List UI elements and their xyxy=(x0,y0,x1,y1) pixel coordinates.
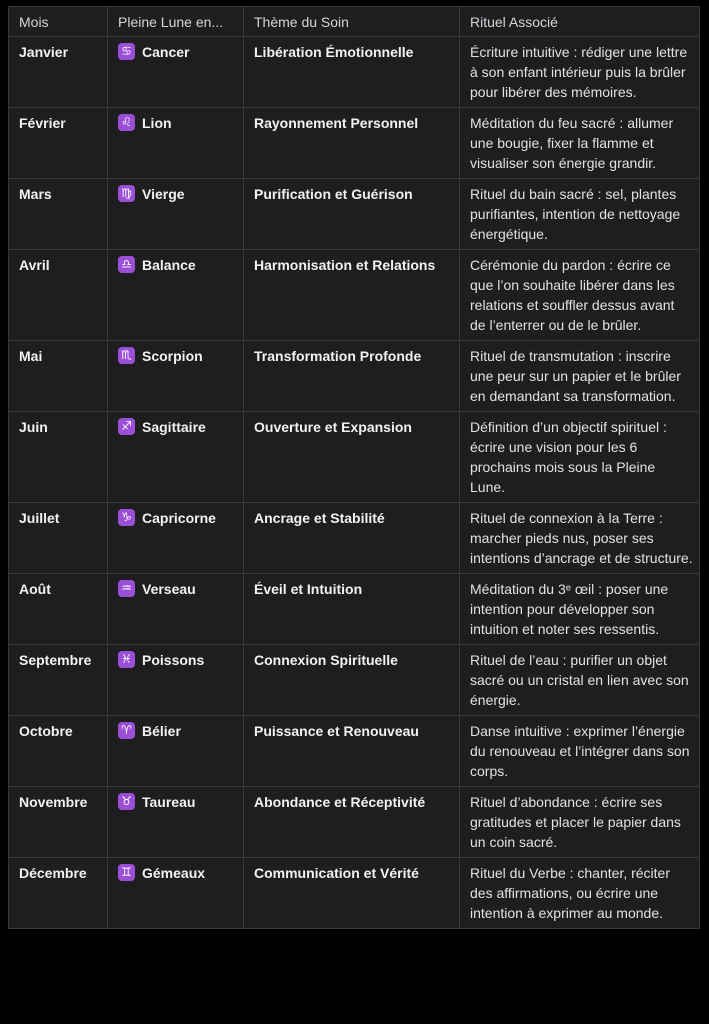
ritual-text: Rituel de transmutation : inscrire une peur sur un papier et le brûler en demandant sa transformation. xyxy=(470,348,681,404)
cell-signe xyxy=(108,787,244,858)
cell-theme xyxy=(244,412,460,503)
theme-label: Communication et Vérité xyxy=(254,865,419,881)
table-row xyxy=(9,645,700,716)
cell-mois xyxy=(9,412,108,503)
cell-theme xyxy=(244,716,460,787)
ritual-text: Rituel du Verbe : chanter, réciter des affirmations, ou écrire une intention à exprimer au monde. xyxy=(470,865,670,921)
header-rituel[interactable]: Rituel Associé xyxy=(460,7,700,37)
cell-signe xyxy=(108,341,244,412)
theme-label: Éveil et Intuition xyxy=(254,581,363,597)
month-label: Janvier xyxy=(19,44,69,60)
header-mois[interactable]: Mois xyxy=(9,7,108,37)
zodiac-sign-icon: ♐ xyxy=(118,418,135,435)
theme-label: Ancrage et Stabilité xyxy=(254,510,385,526)
header-row xyxy=(9,7,700,37)
sign-label: Sagittaire xyxy=(142,419,206,435)
cell-mois xyxy=(9,787,108,858)
table-row xyxy=(9,250,700,341)
ritual-text: Rituel du bain sacré : sel, plantes purifiantes, intention de nettoyage énergétique. xyxy=(470,186,681,242)
sign-label: Gémeaux xyxy=(142,865,206,881)
zodiac-sign-icon: ♒ xyxy=(118,580,135,597)
cell-signe xyxy=(108,858,244,929)
zodiac-sign-icon: ♓ xyxy=(118,651,135,668)
zodiac-sign-icon: ♈ xyxy=(118,722,135,739)
cell-signe xyxy=(108,503,244,574)
table-row xyxy=(9,179,700,250)
theme-label: Purification et Guérison xyxy=(254,186,413,202)
month-label: Juin xyxy=(19,419,48,435)
cell-theme xyxy=(244,179,460,250)
theme-label: Puissance et Renouveau xyxy=(254,723,419,739)
ritual-text: Méditation du 3ᵉ œil : poser une intention pour développer son intuition et noter ses ressentis. xyxy=(470,581,669,637)
table-row xyxy=(9,108,700,179)
ritual-text: Danse intuitive : exprimer l’énergie du renouveau et l’intégrer dans son corps. xyxy=(470,723,690,779)
theme-label: Libération Émotionnelle xyxy=(254,44,414,60)
month-label: Septembre xyxy=(19,652,92,668)
table-row xyxy=(9,37,700,108)
cell-mois xyxy=(9,645,108,716)
cell-signe xyxy=(108,37,244,108)
table-row xyxy=(9,574,700,645)
cell-rituel xyxy=(460,716,700,787)
cell-theme xyxy=(244,787,460,858)
table-row xyxy=(9,787,700,858)
ritual-text: Écriture intuitive : rédiger une lettre à son enfant intérieur puis la brûler pour libérer des mémoires. xyxy=(470,44,688,100)
cell-theme xyxy=(244,574,460,645)
zodiac-sign-icon: ♑ xyxy=(118,509,135,526)
cell-mois xyxy=(9,858,108,929)
month-label: Novembre xyxy=(19,794,88,810)
theme-label: Rayonnement Personnel xyxy=(254,115,419,131)
sign-label: Capricorne xyxy=(142,510,216,526)
ritual-text: Rituel d’abondance : écrire ses gratitudes et placer le papier dans un coin sacré. xyxy=(470,794,681,850)
cell-mois xyxy=(9,574,108,645)
ritual-text: Rituel de l’eau : purifier un objet sacré ou un cristal en lien avec son énergie. xyxy=(470,652,689,708)
sign-label: Scorpion xyxy=(142,348,203,364)
month-label: Mai xyxy=(19,348,43,364)
header-pleine-lune[interactable]: Pleine Lune en... xyxy=(108,7,244,37)
table-header xyxy=(9,7,700,37)
zodiac-sign-icon: ♊ xyxy=(118,864,135,881)
table-row xyxy=(9,858,700,929)
sign-label: Taureau xyxy=(142,794,196,810)
cell-rituel xyxy=(460,412,700,503)
table-row xyxy=(9,341,700,412)
cell-theme xyxy=(244,503,460,574)
cell-signe xyxy=(108,179,244,250)
sign-label: Vierge xyxy=(142,186,185,202)
cell-mois xyxy=(9,108,108,179)
cell-rituel xyxy=(460,108,700,179)
sign-label: Balance xyxy=(142,257,196,273)
cell-mois xyxy=(9,179,108,250)
sign-label: Bélier xyxy=(142,723,181,739)
month-label: Juillet xyxy=(19,510,60,526)
cell-rituel xyxy=(460,250,700,341)
sign-label: Poissons xyxy=(142,652,205,668)
cell-mois xyxy=(9,37,108,108)
cell-rituel xyxy=(460,574,700,645)
cell-signe xyxy=(108,412,244,503)
cell-theme xyxy=(244,645,460,716)
cell-signe xyxy=(108,250,244,341)
cell-rituel xyxy=(460,787,700,858)
cell-rituel xyxy=(460,37,700,108)
month-label: Décembre xyxy=(19,865,87,881)
cell-rituel xyxy=(460,858,700,929)
zodiac-sign-icon: ♉ xyxy=(118,793,135,810)
zodiac-sign-icon: ♎ xyxy=(118,256,135,273)
month-label: Mars xyxy=(19,186,52,202)
theme-label: Abondance et Réceptivité xyxy=(254,794,426,810)
ritual-text: Méditation du feu sacré : allumer une bougie, fixer la flamme et visualiser son énergie grandir. xyxy=(470,115,674,171)
table-row xyxy=(9,412,700,503)
cell-rituel xyxy=(460,645,700,716)
month-label: Octobre xyxy=(19,723,73,739)
cell-rituel xyxy=(460,341,700,412)
table-row xyxy=(9,503,700,574)
cell-theme xyxy=(244,37,460,108)
theme-label: Transformation Profonde xyxy=(254,348,422,364)
cell-theme xyxy=(244,858,460,929)
cell-theme xyxy=(244,341,460,412)
zodiac-sign-icon: ♍ xyxy=(118,185,135,202)
cell-signe xyxy=(108,645,244,716)
header-theme[interactable]: Thème du Soin xyxy=(244,7,460,37)
sign-label: Cancer xyxy=(142,44,190,60)
cell-signe xyxy=(108,716,244,787)
cell-signe xyxy=(108,108,244,179)
cell-mois xyxy=(9,716,108,787)
ritual-text: Définition d’un objectif spirituel : écrire une vision pour les 6 prochains mois sous la Pleine Lune. xyxy=(470,419,667,495)
cell-theme xyxy=(244,108,460,179)
month-label: Août xyxy=(19,581,51,597)
table-body xyxy=(9,37,700,929)
sign-label: Verseau xyxy=(142,581,196,597)
cell-theme xyxy=(244,250,460,341)
zodiac-sign-icon: ♋ xyxy=(118,43,135,60)
zodiac-sign-icon: ♌ xyxy=(118,114,135,131)
theme-label: Harmonisation et Relations xyxy=(254,257,436,273)
theme-label: Connexion Spirituelle xyxy=(254,652,398,668)
cell-rituel xyxy=(460,179,700,250)
zodiac-sign-icon: ♏ xyxy=(118,347,135,364)
lunar-ritual-table xyxy=(8,6,700,929)
sign-label: Lion xyxy=(142,115,172,131)
ritual-text: Rituel de connexion à la Terre : marcher pieds nus, poser ses intentions d’ancrage et de structure. xyxy=(470,510,693,566)
cell-mois xyxy=(9,250,108,341)
theme-label: Ouverture et Expansion xyxy=(254,419,412,435)
month-label: Février xyxy=(19,115,66,131)
ritual-text: Cérémonie du pardon : écrire ce que l’on souhaite libérer dans les relations et souffler dessus avant de l’enterrer ou de le brûler. xyxy=(470,257,675,333)
cell-rituel xyxy=(460,503,700,574)
month-label: Avril xyxy=(19,257,50,273)
cell-mois xyxy=(9,503,108,574)
cell-signe xyxy=(108,574,244,645)
cell-mois xyxy=(9,341,108,412)
table-row xyxy=(9,716,700,787)
